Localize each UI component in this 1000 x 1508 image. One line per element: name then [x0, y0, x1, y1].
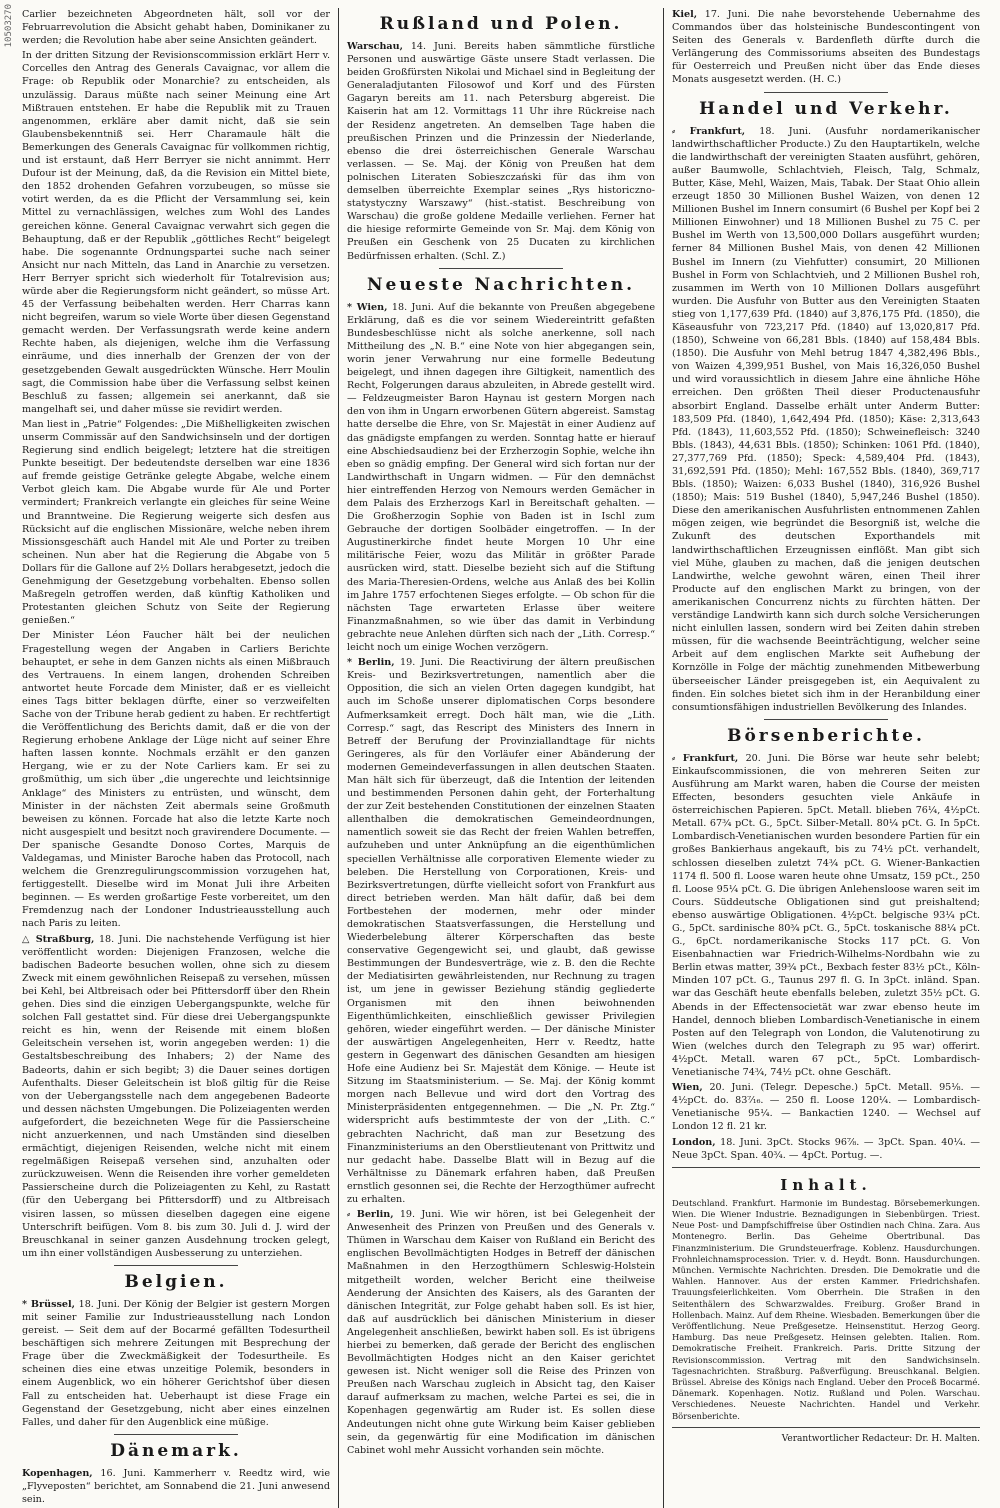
- dateline-london-boerse: London,: [672, 1136, 716, 1148]
- dateline-wien-boerse: Wien,: [672, 1082, 703, 1094]
- section-heading-russland: Rußland und Polen.: [379, 14, 623, 34]
- page-id-label: 10503270: [4, 4, 14, 48]
- dateline-wien: * Wien,: [347, 301, 388, 313]
- article-frankfurt-handel-body: 18. Juni. (Ausfuhr nordamerikanischer landwirthschaftlicher Producte.) Zu den Hauptartikeln, welche die landwirthschaft der vereinigten Staaten ausführt, gehören, außer Baumwolle, Schlachtvieh, Fleisch, Talg, Schmalz, Butter, Käse, Mehl, Waizen, Mais, Tabak. Der Staat Ohio allein erzeugt 1850 30 Millionen Bushel Waizen, von denen 12 Millionen Bushel im Innern consumirt (6 Bushel per Kopf bei 2 Millionen Einwohner) und 18 Millionen Bushel zu 75 C. per Bushel im Werth von 13,500,000 Dollars ausgeführt wurden; ferner 84 Millionen Bushel Mais, von denen 42 Millionen Bushel im Innern (zu Viehfutter) consumirt, 20 Millionen Bushel in Form von Schlachtvieh, und 2 Millionen Bushel roh, zusammen im Werth von 10 Millionen Dollars ausgeführt wurden. Die Ausfuhr von Butter aus den Vereinigten Staaten stieg von 1,177,639 Pfd. (1840) auf 3,876,175 Pfd. (1850), die Käseausfuhr von 723,217 Pfd. (1840) auf 13,020,817 Pfd. (1850), Schweine von 66,281 Bbls. (1840) auf 158,484 Bbls. (1850). Die Ausfuhr von Mehl betrug 1847 4,382,496 Bbls., von Waizen 4,399,951 Bushel, von Mais 16,326,050 Bushel und wird voraussichtlich in diesem Jahre eine ähnliche Höhe erreichen. Den größten Theil dieser Productenausfuhr absorbirt England. Dasselbe erhält unter Anderm Butter: 183,509 Pfd. (1840), 1,642,494 Pfd. (1850); Käse: 2,313,643 Pfd. (1843), 11,603,552 Pfd. (1850); Schweinefleisch: 3240 Bbls. (1843), 44,631 Bbls. (1850); Schinken: 1061 Pfd. (1840), 27,377,769 Pfd. (1850); Speck: 4,589,404 Pfd. (1843), 31,692,591 Pfd. (1850); Mehl: 167,552 Bbls. (1840), 369,717 Bbls. (1850); Waizen: 6,033 Bushel (1840), 316,926 Bushel (1850); Mais: 519 Bushel (1840), 5,947,246 Bushel (1850). Diese den amerikanischen Ausfuhrlisten entnommenen Zahlen mögen zeigen, wie begründet die Besorgniß ist, welche die Zukunft des deutschen Exporthandels mit landwirthschaftlichen Erzeugnissen einflößt. Man gibt sich viel Mühe, glauben zu machen, daß die jenigen deutschen Landwirthe, welche gewohnt wären, einen Theil ihrer Producte auf den englischen Markt zu bringen, von der amerikanischen Concurrenz nichts zu fürchten hätten. Der verständige Landwirth kann sich durch solche Versicherungen nicht einlullen lassen, sondern wird bei Zeiten dahin streben müssen, für die wachsende Beeinträchtigung, welcher seine Arbeit auf dem englischen Markte seit Aufhebung der Kornzölle in Folge der mächtig zunehmenden Mitbewerbung überseeischer Länder preisgegeben ist, ein Aequivalent zu finden. Ein solches bietet sich ihm in der Heranbildung einer consumtionsfähigen industriellen Bevölkerung des Inlandes.: [672, 125, 980, 713]
- section-heading-belgien: Belgien.: [124, 1271, 228, 1292]
- article-berlin-2-body: 19. Juni. Wie wir hören, ist bei Gelegenheit der Anwesenheit des Prinzen von Preußen und des Generals v. Thümen in Warschau dem Kaiser von Rußland ein Bericht des englischen Bevollmächtigten Hodges in Betreff der dänischen Maßnahmen in den Herzogthümern Schleswig-Holstein mitgetheilt worden, welcher Bericht eine theilweise Aenderung der Ansichten des Kaisers, als des Garanten der dänischen Integrität, zur Folge gehabt haben soll. Es ist hier, daß auf ausdrücklich bei dänischen Ministerium in dieser Angelegenheit anschließen, bewirkt haben soll. Es ist übrigens hierbei zu bemerken, daß gerade der Bericht des englischen Bevollmächtigten Hodges nicht an den Kaiser gerichtet gewesen ist. Nicht weniger soll die Reise des Prinzen von Preußen nach Warschau zugleich in Absicht tag, den Kaiser darauf aufmerksam zu machen, welche Partei es sei, die in Kopenhagen gegenwärtig am Ruder ist. Es sollen diese Andeutungen nicht ohne gute Wirkung beim Kaiser geblieben sein, da gegenwärtig für eine Modification im dänischen Cabinet wohl mehr Aussicht vorhanden sein möchte.: [347, 1209, 656, 1456]
- article-frankfurt-boerse-body: 20. Juni. Die Börse war heute sehr belebt; Einkaufscommissionen, die von mehreren Seiten zur Ausführung am Markt waren, haben die Course der meisten Effecten, besonders gesuchten viele Ankäufe in österreichischen Papieren. 5pCt. Metall. blieben 76¼, 4½pCt. Metall. 67¾ pCt. G., 5pCt. Silber-Metall. 80¼ pCt. G. In 5pCt. Lombardisch-Venetianischen wurden besondere Partien für ein großes Bankierhaus angekauft, bis zu 74½ pCt. verhandelt, schlossen dieselben zuletzt 74¾ pCt. G. Wiener-Bankactien 1174 fl. 500 fl. Loose waren heute ohne Umsatz, 159 pCt., 250 fl. Loose 95¼ pCt. G. Die übrigen Anlehensloose waren seit im Cours. Süddeutsche Obligationen sind gut preishaltend; ebenso auswärtige Obligationen. 4½pCt. belgische 93¼ pCt. G., 5pCt. sardinische 80¾ pCt. G., 5pCt. toskanische 88¼ pCt. G., 6pCt. nordamerikanische Stocks 117 pCt. G. Von Eisenbahnactien war Friedrich-Wilhelms-Nordbahn wie zu Berlin etwas matter, 39¾ pCt., Bexbach fester 83½ pCt., Köln-Minden 107 pCt. G., Taunus 297 fl. G. In 3pCt. inländ. Span. war das Geschäft heute ebenfalls beleben, zuletzt 35½ pCt. G. Abends in der Effectensocietät war zwar ebenso heute im Handel, dennoch blieben Lombardisch-Venetianische in einem Posten auf den Telegraph von London, die Valutenotirung zu Wien (welches durch den Telegraph zu 95 war) offerirt. 4½pCt. Metall. waren 67 pCt., 5pCt. Lombardisch-Venetianische 74¾, 74½ pCt. ohne Geschäft.: [672, 752, 981, 1079]
- article-wien-boerse-body: 20. Juni. (Telegr. Depesche.) 5pCt. Metall. 95⅛. — 4½pCt. do. 83⁷⁄₁₆. — 250 fl. Loose 120¼. — Lombardisch-Venetianische 95¼. — Bankactien 1240. — Wechsel auf London 12 fl. 21 kr.: [672, 1082, 980, 1133]
- column-middle: [339, 8, 664, 1508]
- section-heading-neueste: Neueste Nachrichten.: [366, 274, 636, 295]
- dateline-strassburg: △ Straßburg,: [22, 933, 95, 945]
- section-heading-handel: Handel und Verkehr.: [699, 98, 953, 119]
- column-left: [14, 8, 339, 1508]
- section-divider: [114, 1265, 237, 1266]
- article-london-boerse: [672, 1136, 980, 1162]
- article-faucher: Der Minister Léon Faucher hält bei der neulichen Fragestellung wegen der Angaben in Carliers Berichte behauptet, er sehe in dem Ganzen nichts als einen Mißbrauch des Vertrauens. In einem langen, drohenden Schreiben antwortet heute Forcade dem Minister, daß er es vielleicht eines Tags bitter beklagen dürfte, einer so verzweifelten Sache von der Tribune herab gedient zu haben. Er rechtfertigt die Veröffentlichung des Berichts damit, daß er die von der Regierung erhobene Anklage der Lüge nicht auf seiner Ehre haften lassen konnte. Nochmals erzählt er den ganzen Hergang, wie er zu der Note Carliers kam. Er sei zu großmüthig, um sich über „die ungerechte und leichtsinnige Anklage“ des Ministers zu entrüsten, und wünscht, dem Minister in der nächsten Zeit abermals seine Großmuth beweisen zu können. Forcade hat also die letzte Karte noch nicht ausgespielt und besitzt noch gravirendere Documente. — Der spanische Gesandte Donoso Cortes, Marquis de Valdegamas, und Minister Baroche haben das Protocoll, nach welchem die Grenzregulirungscommission vorzugehen hat, fertiggestellt. Dieselbe wird im Monat Juli ihre Arbeiten beginnen. — Es werden großartige Feste vorbereitet, um den Fremdenzug nach der Londoner Industrieausstellung auch nach Paris zu leiten.: [22, 630, 330, 930]
- table-of-contents-title: Inhalt.: [780, 1175, 872, 1194]
- section-divider: [114, 1434, 237, 1435]
- article-kiel: [672, 8, 980, 87]
- article-berlin-1-body: 19. Juni. Die Reactivirung der ältern preußischen Kreis- und Bezirksvertretungen, namentlich aber die Opposition, die sich an vielen Orten dagegen kundgibt, hat auch im Schoße unserer diplomatischen Corps besondere Aufmerksamkeit erregt. Doch hält man, wie die „Lith. Corresp.“ sagt, das Rescript des Ministers des Innern in Betreff der Berufung der Provinziallandtage für nichts Geringeres, als für den Vorläufer einer Abänderung der modernen Gemeindeverfassungen in allen deutschen Staaten. Man hält sich für überzeugt, daß die Intention der leitenden und bestimmenden Personen dahin geht, der Forterhaltung der zur Zeit bestehenden Constitutionen der einzelnen Staaten allenthalben die demokratischen Gemeindeordnungen, namentlich soweit sie das Recht der freien Wahlen betreffen, aufzuheben und unter Anknüpfung an die eigenthümlichen speciellen Verhältnisse alle corporativen Elemente wieder zu beleben. Die Herstellung von Corporationen, Kreis- und Bezirksvertretungen, dürfte vielleicht sofort von Frankfurt aus direct betrieben werden. Man hält dafür, daß bei dem Fortbestehen der modernen, mehr oder minder demokratischen Staatsverfassungen, die Herstellung und Wiederbelebung älterer Körperschaften das beste conservative Gegengewicht sei, und glaubt, daß gewisse Bestimmungen der Bundesverträge, wie z. B. den die Rechte der Mediatisirten gewährleistenden, nur Rechnung zu tragen ist, um jene in gewisser Beziehung ständig gegliederte Organismen mit den ihnen beiwohnenden Eigenthümlichkeiten, einschließlich gewisser Privilegien gehören, wieder eingeführt werden. — Der dänische Minister der auswärtigen Angelegenheiten, Herr v. Reedtz, hatte gestern in Gegenwart des dänischen Gesandten am hiesigen Hofe eine Audienz bei Sr. Majestät dem Könige. — Heute ist Sitzung im Staatsministerium. — Se. Maj. der König kommt morgen nach Bellevue und wird dort den Vortrag des Ministerpräsidenten entgegennehmen. — Die „N. Pr. Ztg.“ widerspricht aufs bestimmteste der von der „Lith. C.“ gebrachten Nachricht, daß man zur Besetzung des Finanzministeriums an den Oberstlieutenant von Prittwitz und nur gedacht habe. Dasselbe Blatt will in Bezug auf die Verhältnisse zu Dänemark erfahren haben, daß Preußen ernstlich gesonnen sei, die Rechte der Herzogthümer aufrecht zu erhalten.: [347, 657, 655, 1205]
- section-divider: [439, 268, 562, 269]
- section-heading-daenemark: Dänemark.: [110, 1440, 242, 1461]
- article-frankfurt-handel: [672, 125, 980, 714]
- dateline-kiel: Kiel,: [672, 9, 698, 20]
- dateline-berlin-2: ⸗ Berlin,: [347, 1209, 394, 1221]
- article-bruessel: [22, 1298, 330, 1429]
- section-heading-boersen: Börsenberichte.: [727, 725, 925, 746]
- dateline-frankfurt-boerse: ⸗ Frankfurt,: [672, 752, 739, 764]
- newspaper-columns: [14, 8, 988, 1506]
- section-divider: [672, 1167, 980, 1168]
- article-london-boerse-body: 18. Juni. 3pCt. Stocks 96⅞. — 3pCt. Span. 40¼. — Neue 3pCt. Span. 40¾. — 4pCt. Portug. —.: [672, 1136, 980, 1161]
- dateline-kopenhagen: Kopenhagen,: [22, 1467, 93, 1479]
- article-warschau-body: 14. Juni. Bereits haben sämmtliche fürstliche Personen und auswärtige Gäste unsere Stadt verlassen. Die beiden Großfürsten Nikolai und Michael sind in Begleitung der Generaladjutanten Filosowof und Korf und des Fürsten Gagaryn bereits am 11. nach Petersburg abgereist. Die Kaiserin hat am 12. Vormittags 11 Uhr ihre Rückreise nach der Residenz angetreten. An demselben Tage haben die preußischen Prinzen und die Prinzessin der Niederlande, ebenso die drei österreichischen Generale Warschau verlassen. — Se. Maj. der König von Preußen hat dem polnischen Literaten Sobieszczański für das ihm von demselben überreichte Exemplar seines „Rys historiczno-statystyczny Warszawy“ (hist.-statist. Beschreibung von Warschau) die große goldene Medaille verliehen. Ferner hat die hiesige reformirte Gemeinde von Sr. Maj. dem König von Preußen ein Geschenk von 25 Ducaten zu kirchlichen Bedürfnissen erhalten. (Schl. Z.): [347, 41, 655, 262]
- editor-credit: Verantwortlicher Redacteur: Dr. H. Malten.: [781, 1433, 980, 1444]
- article-kiel-body: 17. Juni. Die nahe bevorstehende Uebernahme des Commandos über das holsteinische Bundescontingent von Seiten des Generals v. Bardenfleth dürfte durch die Verlängerung des Commissoriums abseiten des Bundestags für Oesterreich und Preußen nicht über das Ende dieses Monats ausgesetzt werden. (H. C.): [672, 9, 980, 86]
- article-berlin-2: [347, 1208, 655, 1457]
- article-warschau: [347, 40, 655, 263]
- article-bruessel-body: 18. Juni. Der König der Belgier ist gestern Morgen mit seiner Familie zur Industrieausstellung nach London gereist. — Seit dem auf der Bocarmé gefällten Todesurtheil beschäftigen sich mehrere Zeitungen mit Besprechung der Frage über die Zweckmäßigkeit der Todesurtheile. Es scheinen dies eine etwas unzeitige Polemik, besonders in einem Augenblick, wo ein höherer Gerichtshof über diesen Fall zu entscheiden hat. Ueberhaupt ist diese Frage ein Gegenstand der Gesetzgebung, nicht aber eines einzelnen Falles, und daher für den Augenblick eine müßige.: [22, 1298, 330, 1428]
- column-right: [664, 8, 988, 1508]
- article-berlin-1: [347, 656, 655, 1206]
- article-wien: [347, 301, 655, 655]
- dateline-warschau: Warschau,: [347, 41, 403, 52]
- table-of-contents: Deutschland. Frankfurt. Harmonie im Bundestag. Börsebemerkungen. Wien. Die Wiener Industrie. Beznadigungen in Siebenbürgen. Triest. Neue Post- und Dampfschiffreise über Ostindien nach China. Zara. Aus Montenegro. Berlin. Das Geheime Obertribunal. Das Finanzministerium. Die Grundsteuerfrage. Koblenz. Hausdurchungen. Frohnleichnamsprocession. Trier. v. d. Heydt. Bonn. Hausdurchungen. München. Vermischte Nachrichten. Dresden. Die Demokratie und die Wahlen. Hannover. Aus der ersten Kammer. Friedrichshafen. Trauungsfeierlichkeiten. Vom Oberrhein. Die Straßen in den Seitenthälern des Schwarzwaldes. Freiburg. Großer Brand in Hollenbach. Mainz. Auf dem Rheine. Wiesbaden. Bemerkungen über die Veröffentlichung. Neue Preßgesetze. Heinsenstitut. Herzog Georg. Hamburg. Das neue Preßgesetz. Heinsen gelebten. Italien. Rom. Demokratische Freiheit. Frankreich. Paris. Dritte Sitzung der Revisionscommission. Vertrag mit den Sandwichsinseln. Tagesnachrichten. Straßburg. Paßverfügung. Breuschkanal. Belgien. Brüssel. Abreise des Königs nach England. Ueber den Proceß Bocarmé. Dänemark. Kopenhagen. Notiz. Rußland und Polen. Warschau. Verschiedenes. Neueste Nachrichten. Handel und Verkehr. Börsenberichte.: [672, 1197, 980, 1421]
- dateline-bruessel: * Brüssel,: [22, 1298, 75, 1310]
- article-patrie: Man liest in „Patrie“ Folgendes: „Die Mißhelligkeiten zwischen unserm Commissär auf den Sandwichsinseln und der dortigen Regierung sind endlich beigelegt; letztere hat die streitigen Punkte beseitigt. Der bedeutendste derselben war eine 1836 auf fremde geistige Getränke gelegte Abgabe, welche einem Verbot gleich kam. Die Abgabe wurde für Ale und Porter vermindert; Frankreich verlangte ein gleiches für seine Weine und Branntweine. Die Regierung weigerte sich desfen aus Rücksicht auf die englischen Missionäre, welche neben ihrem Missionsgeschäft auch Handel mit Ale und Porter zu treiben scheinen. Nun aber hat die Regierung die Abgabe von 5 Dollars für die Gallone auf 2½ Dollars herabgesetzt, jedoch die Genehmigung der Gesetzgebung vorbehalten. Ebenso sollen Maßregeln getroffen werden, daß künftig Katholiken und Protestanten gleichen Schutz von Seite der Regierung genießen.“: [22, 418, 330, 627]
- article-wien-body: 18. Juni. Auf die bekannte von Preußen abgegebene Erklärung, daß es die vor seinem Wiedereintritt gefaßten Bundesbeschlüsse nicht als solche anerkenne, soll nach Mittheilung des „N. B.“ eine Note von hier abgegangen sein, worin jener Verwahrung nur eine formelle Bedeutung beigelegt, und ihnen dagegen ihre Giltigkeit, namentlich des Recht, Folgerungen daraus abzuleiten, in Abrede gestellt wird. — Feldzeugmeister Baron Haynau ist gestern Morgen nach den von ihm in Ungarn erworbenen Gütern abgereist. Samstag hatte derselbe die Ehre, von Sr. Majestät in einer Audienz auf das gnädigste empfangen zu werden. Sonntag hatte er hierauf eine Abschiedsaudienz bei der Erzherzogin Sophie, welche ihn eben so gnädig empfing. Der General wird sich fortan nur der Landwirthschaft in Ungarn widmen. — Für den demnächst hier eintreffenden Herzog von Nemours werden Gemächer in dem Palais des Erzherzogs Karl in Bereitschaft gehalten. — Die Großherzogin Sophie von Baden ist in Ischl zum Gebrauche der dortigen Soolbäder eingetroffen. — In der Augustinerkirche findet heute Morgen 10 Uhr eine militärische Feier, wozu das Militär in größter Parade ausrücken wird, statt. Dieselbe bezieht sich auf die Stiftung des Maria-Theresien-Ordens, welche aus Anlaß des bei Kollin im Jahre 1757 erfochtenen Sieges erfolgte. — Ob schon für die nächsten Tage erwarteten Erlasse über weitere Finanzmaßnahmen, so wie über das damit in Verbindung gebrachte neue Anlehen dürften sich nach der „Lith. Corresp.“ leicht noch um einige Wochen verzögern.: [347, 301, 655, 654]
- article-carlier: Carlier bezeichneten Abgeordneten hält, soll vor der Februarrevolution die Absicht gehabt haben, Dominikaner zu werden; die Revolution habe aber seine Ansichten geändert.: [22, 9, 330, 47]
- section-divider: [764, 719, 887, 720]
- article-kopenhagen-body: 16. Juni. Kammerherr v. Reedtz wird, wie „Flyveposten“ berichtet, am Sonnabend die 21. Juni anwesend sein.: [22, 1467, 330, 1506]
- article-revision-commission: In der dritten Sitzung der Revisionscommission erklärt Herr v. Corcelles den Antrag des Generals Cavaignac, vor allem die Frage: ob Republik oder Monarchie? zu entscheiden, als unzulässig. Daraus müßte nach seiner Meinung eine Art Mißtrauen entstehen. Er habe die Republik mit zu Trauen angenommen, erkläre aber damit nicht, daß sie sein Glaubensbekenntniß sei. Herr Charamaule hält die Bemerkungen des Generals Cavaignac für vollkommen richtig, und ist erstaunt, daß Herr Berryer sie nicht annimmt. Herr Dufour ist der Meinung, daß, da die Revision ein Mittel biete, den 1852 drohenden Gefahren vorzubeugen, so müsse sie votirt werden, da es die Pflicht der Versammlung sei, kein Mittel zu vernachlässigen, welches zum Wohl des Landes gereichen könne. General Cavaignac verwahrt sich gegen die Behauptung, daß er der Republik „göttliches Recht“ beigelegt habe. Die sogenannte Ordnungspartei suche nach seiner Ansicht nur nach Mitteln, das Land in Anarchie zu versetzen. Herr Berryer spricht sich wiederholt für Totalrevision aus; würde aber die Regierungsform nicht geändert, so müsse Art. 45 der Verfassung beibehalten werden. Herr Charras kann nicht begreifen, warum so viele Worte über diesen Gegenstand gemacht werden. Der Verfassungsrath werde keine andern Rechte haben, als diejenigen, welche ihm die Verfassung einräume, und dies innerhalb der Grenzen der von der gesetzgebenden Gewalt ausgedrückten Wünsche. Herr Moulin sagt, die Commission habe über die Verfassung selbst keinen Beschluß zu fassen; allgemein sei anerkannt, daß sie mangelhaft sei, und daher müsse sie revidirt werden.: [22, 50, 330, 415]
- section-divider: [764, 92, 887, 93]
- article-frankfurt-boerse: [672, 752, 980, 1079]
- article-strassburg-body: 18. Juni. Die nachstehende Verfügung ist hier veröffentlicht worden: Diejenigen Franzosen, welche die badischen Badeorte besuchen wollen, ohne sich zu diesem Zweck mit einem gewöhnlichen Reisepaß zu versehen, müssen bei Kehl, bei Altbreisach oder bei Pfittersdorff über den Rhein gehen. Dies sind die einzigen Uebergangspunkte, welche für solchen Fall gestattet sind. Für diese drei Uebergangspunkte reicht es hin, wenn der Reisende mit einem bloßen Geleitschein versehen ist, worin angegeben werden: 1) die Gestaltsbeschreibung des Inhabers; 2) der Name des Badeorts, dahin er sich begibt; 3) die Dauer seines dortigen Aufenthalts. Dieser Geleitschein ist bloß giltig für die Reise von der Uebergangsstelle nach dem angegebenen Badeorte und dessen nächsten Umgebungen. Die Polizeiagenten werden aufgefordert, die bezeichneten Wege für die Passierscheine nicht anzuerkennen, und nach Umständen sind dieselben ermächtigt, diejenigen Reisenden, welche nicht mit einem regelmäßigen Reisepaß versehen sind, anzuhalten oder zurückzuweisen. Wenn die Reisenden ihre vorher gemeldeten Passierscheine durch die Polizeiagenten zu Kehl, zu Rastatt (für den Uebergang bei Pfittersdorff) und zu Altbreisach visiren lassen, so müssen dieselben dagegen eine eigene Unterschrift beifügen. Vom 8. bis zum 30. Juli d. J. wird der Breuschkanal in seiner ganzen Ausdehnung trocken gelegt, um ihn einer vollständigen Ausbesserung zu unterziehen.: [22, 933, 330, 1259]
- dateline-berlin-1: * Berlin,: [347, 657, 395, 669]
- section-divider: [672, 1427, 980, 1428]
- article-wien-boerse: [672, 1081, 980, 1133]
- dateline-frankfurt-handel: ⸗ Frankfurt,: [672, 125, 746, 137]
- article-kopenhagen: [22, 1467, 330, 1506]
- article-strassburg: [22, 933, 330, 1260]
